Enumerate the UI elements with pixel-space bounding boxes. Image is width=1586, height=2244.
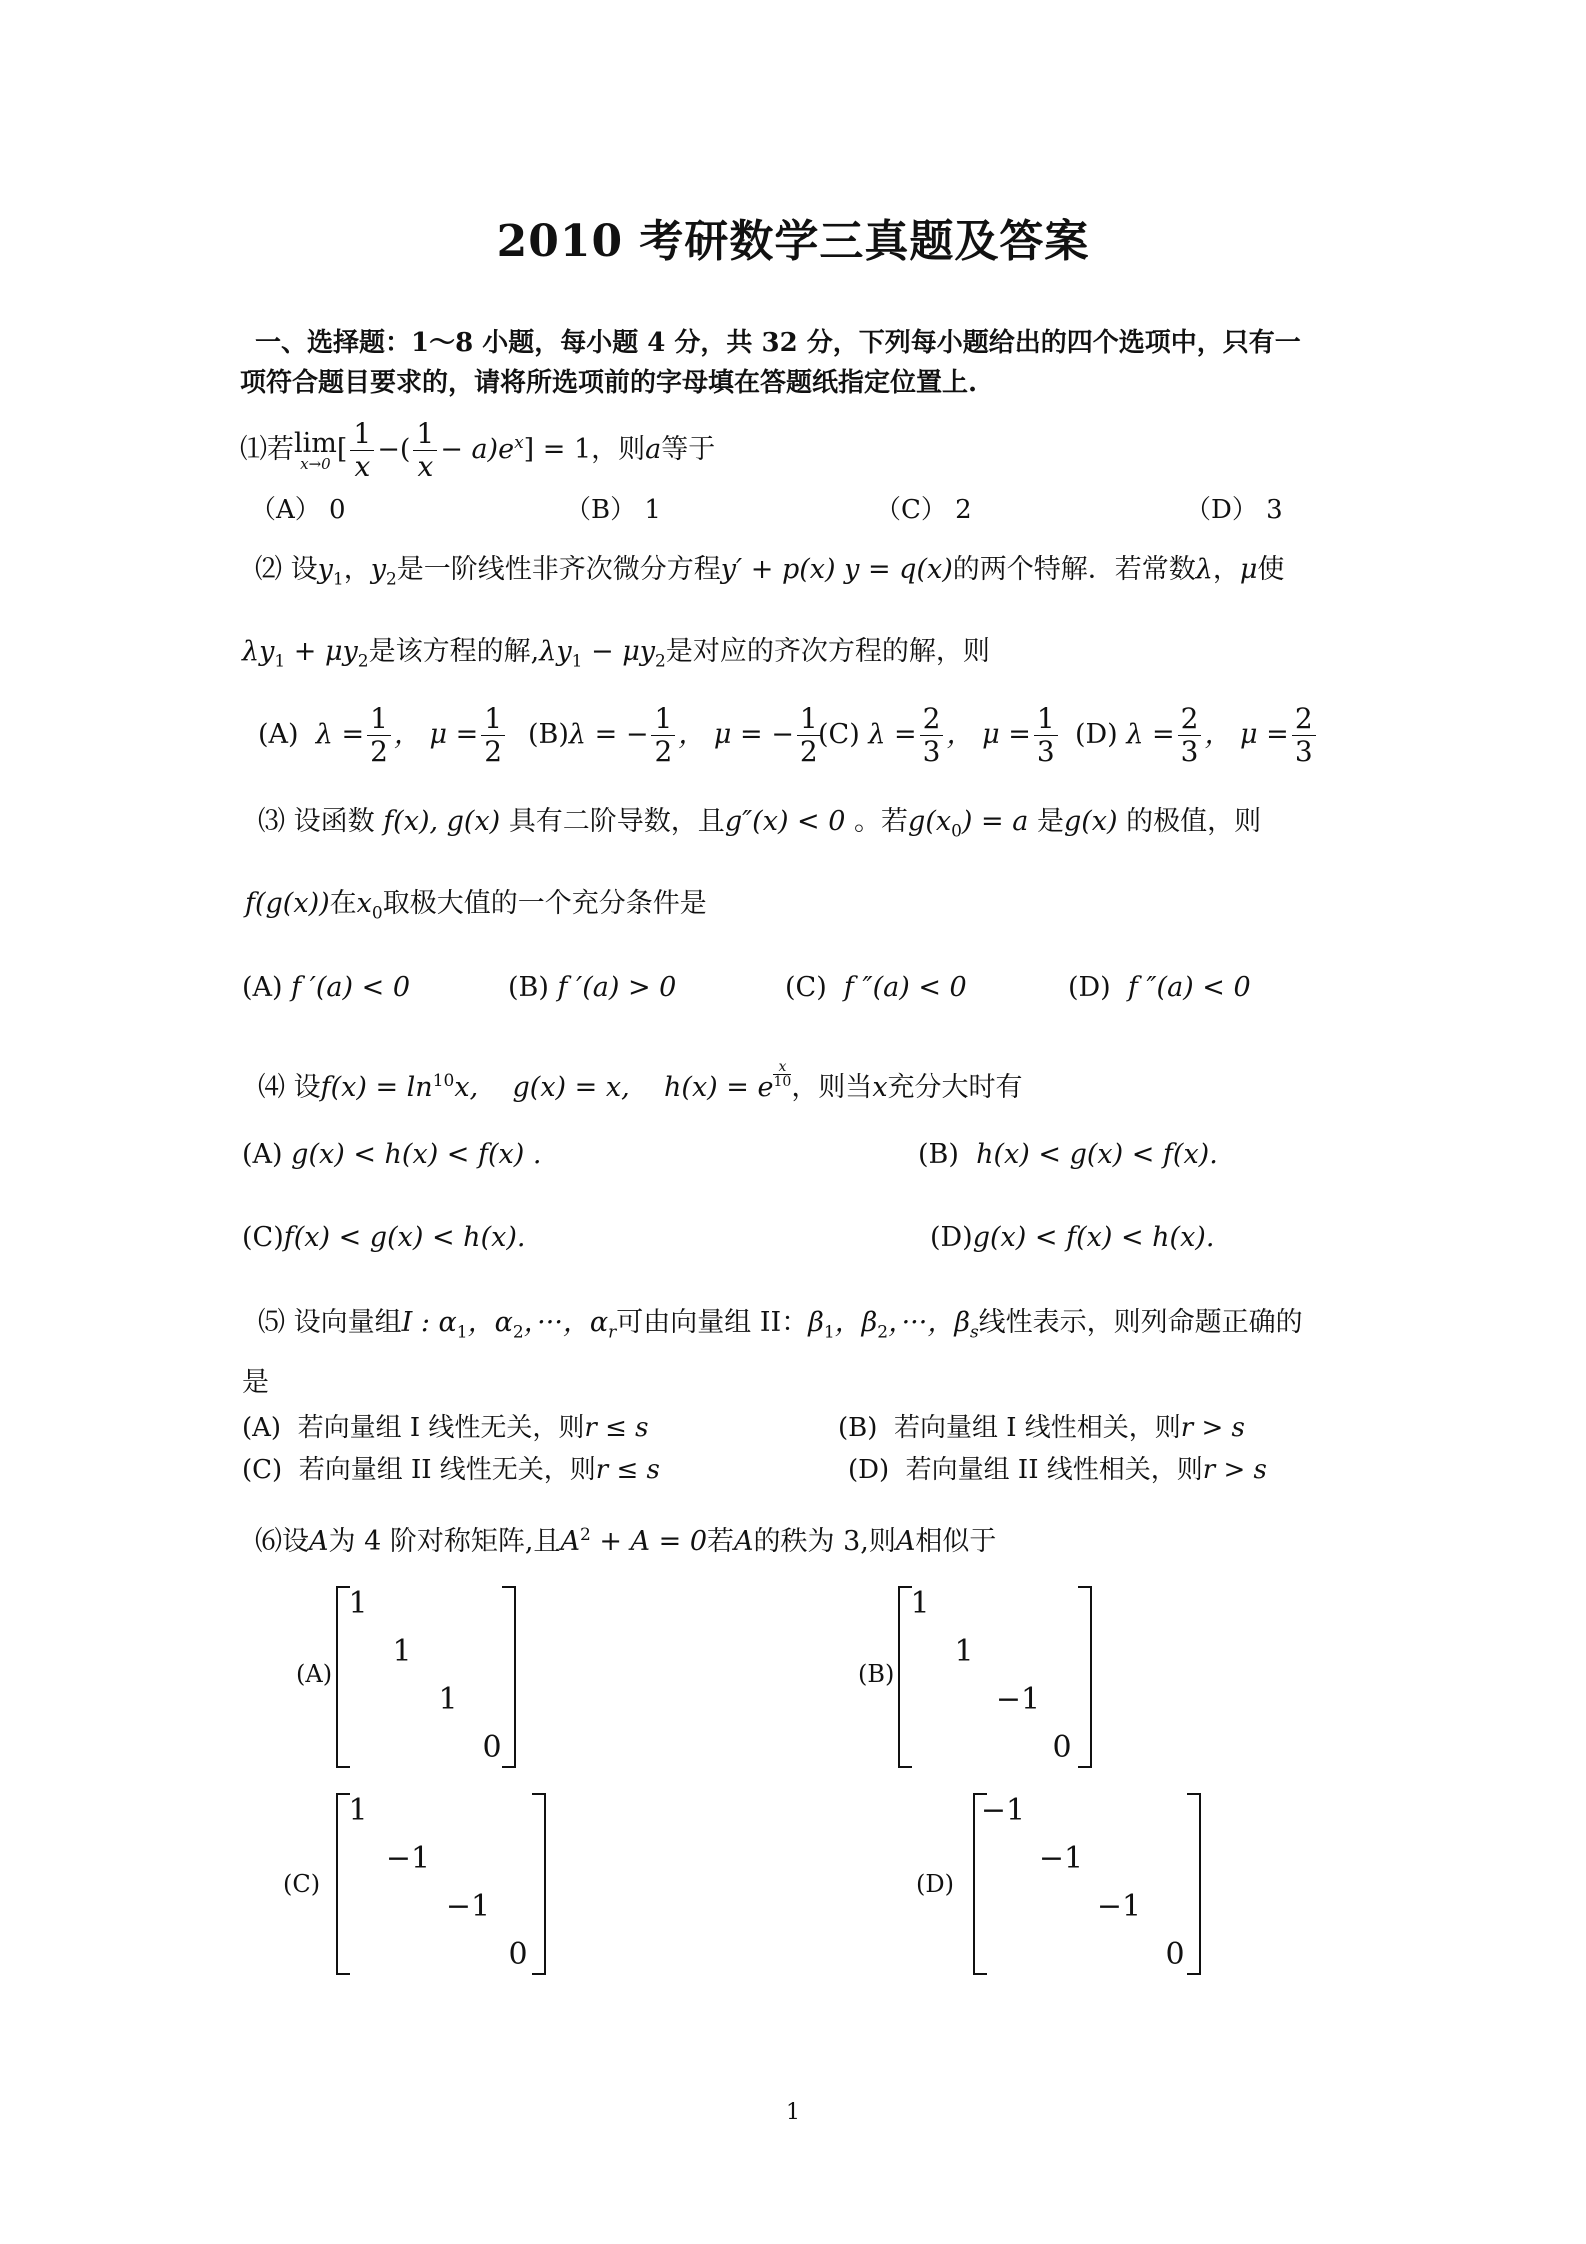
q5-opt-c-text: 若向量组 II 线性无关，则 [298,1455,596,1485]
q6-text-d: 的秩为 3,则 [753,1526,896,1557]
q6-matrix-a-cell-2: 1 [392,1634,412,1669]
q2-comma: ， [343,554,371,585]
q5-opt-a-label: (A) [242,1413,282,1443]
q6-matrix-a-cell-4: 0 [482,1730,502,1765]
q2-opt-c-mu: ， μ = [946,719,1031,750]
q2-opt-a-mu-den: 2 [484,735,503,768]
q1-option-d: （D） 3 [1185,495,1283,525]
q2-l2-s3: 1 [571,651,583,672]
q1-option-b: （B） 1 [565,495,661,525]
q4-f: f(x) = ln [320,1072,433,1103]
q4-suffix-a: ，则当 [791,1072,873,1103]
q6-matrix-a [336,1586,516,1768]
q3-text-d: 是 [1036,806,1064,837]
q3-prefix: ⑶ 设函数 [258,806,375,837]
q5-opt-d-cond: r > s [1202,1455,1267,1485]
q4-option-c [242,1218,525,1258]
q2-option-a [258,702,508,768]
q6-eq: A [560,1526,580,1557]
q6-matrix-c-cell-1: 1 [348,1793,368,1828]
q2-l2-c: 是该方程的解, [368,636,540,667]
q2-opt-d-lam: λ = [1126,719,1175,750]
q5-opt-a-text: 若向量组 I 线性无关，则 [297,1413,585,1443]
q6-eq-sup: 2 [579,1525,591,1545]
q6-matrix-c [336,1793,546,1975]
q2-opt-c-lam-den: 3 [922,735,941,768]
q3-opt-b-expr: f ′(a) > 0 [557,972,677,1003]
q5-option-c [242,1450,660,1490]
q5-group2: β [808,1307,824,1338]
q3-opt-b-label: (B) [508,972,549,1003]
q6-A1: A [309,1526,329,1557]
q5-opt-b-cond: r > s [1180,1413,1245,1443]
q1-bracket-open: [ [336,434,348,465]
q5-opt-b-label: (B) [838,1413,878,1443]
question-1-stem [240,417,716,483]
q6-matrix-b [898,1586,1092,1768]
q6-matrix-b-label: (B) [858,1660,895,1688]
q6-matrix-b-cell-2: 1 [954,1634,974,1669]
q4-opt-c-label: (C) [242,1222,284,1253]
q2-opt-a-mu: ， μ = [393,719,479,750]
q1-var: a [645,434,662,465]
q2-opt-c-mu-den: 3 [1036,735,1055,768]
q6-matrix-b-cell-4: 0 [1052,1730,1072,1765]
q6-matrix-d-cell-2: −1 [1038,1841,1084,1876]
q3-fg: f(x), g(x) [383,806,501,837]
q4-h-sup-num: x [773,1060,791,1075]
q4-opt-d-expr: g(x) < f(x) < h(x). [972,1222,1215,1253]
q2-opt-a-lam-den: 2 [370,735,388,768]
q2-y1-sub: 1 [332,569,344,590]
q6-matrix-c-cell-4: 0 [508,1937,528,1972]
q6-text-e: 相似于 [915,1526,997,1557]
q2-equation: y′ + p(x) y = q(x) [720,554,953,585]
question-5-stem-line-2: 是 [242,1367,269,1398]
question-4-stem [258,1060,1023,1108]
q5-g1-c: ，···，α [523,1307,609,1338]
q6-matrix-b-cell-3: −1 [995,1682,1041,1717]
q6-text-c: 若 [707,1526,735,1557]
q1-tail: − a)e [440,434,515,465]
q2-opt-c-lam-num: 2 [920,705,944,736]
q1-frac1-den: x [354,450,371,483]
q1-prefix: ⑴若 [240,434,294,465]
q6-A3: A [895,1526,916,1557]
q2-l2-e: − μy [582,636,656,667]
q3-opt-c-label: (C) [785,972,827,1003]
q2-opt-d-mu-num: 2 [1292,705,1316,736]
q3-text-b: 具有二阶导数，且 [508,806,725,837]
q3-fgx: f(g(x)) [245,888,330,919]
q3-opt-d-expr: f ″(a) < 0 [1127,972,1251,1003]
q2-y2: y [370,554,386,585]
q5-g1-s1: 1 [456,1322,468,1343]
q2-opt-b-mu-num: 1 [797,705,821,736]
q5-prefix: ⑸ 设向量组 [258,1307,402,1338]
q4-suffix-b: 充分大时有 [887,1072,1023,1103]
question-2-stem-line-2 [242,632,990,681]
q2-opt-d-lam-num: 2 [1178,705,1202,736]
q2-comma2: ， [1212,554,1240,585]
q2-opt-a-label: (A) [258,719,299,750]
q2-opt-d-mu: ， μ = [1204,719,1289,750]
q4-opt-a-label: (A) [242,1139,283,1170]
q1-minus-paren: −( [377,434,411,465]
q3-option-d [1068,968,1251,1008]
q3-l2-b: 在 [329,888,357,919]
q4-option-b [918,1135,1218,1175]
q1-lim: lim [294,427,337,459]
q3-option-a [242,968,410,1008]
q1-frac2-den: x [417,450,434,483]
q6-matrix-d-cell-1: −1 [980,1793,1026,1828]
q2-text-b: 是一阶线性非齐次微分方程 [396,554,721,585]
q4-f-sup: 10 [432,1071,455,1091]
q6-matrix-a-label: (A) [296,1660,333,1688]
q5-opt-d-text: 若向量组 II 线性相关，则 [905,1455,1203,1485]
q2-prefix: ⑵ 设 [255,554,318,585]
q2-y2-sub: 2 [385,569,397,590]
q2-opt-c-mu-num: 1 [1034,705,1058,736]
q1-frac2-num: 1 [413,420,437,451]
q2-l2-s4: 2 [655,651,666,672]
q6-prefix: ⑹设 [255,1526,309,1557]
q2-l2-s1: 1 [274,651,286,672]
q2-opt-b-lam-den: 2 [654,735,673,768]
q1-close: ] = 1，则 [523,434,646,465]
q5-option-d [848,1450,1267,1490]
page-number: 1 [786,2100,800,2125]
q5-g2-s3: s [969,1322,979,1343]
q4-f-tail: x, [454,1072,479,1103]
q3-x0: x [356,888,372,919]
q1-suffix: 等于 [661,434,716,465]
q5-opt-c-cond: r ≤ s [595,1455,660,1485]
q5-g2-b: ，β [834,1307,878,1338]
q3-cond: g″(x) < 0 [724,806,846,837]
q5-opt-d-label: (D) [848,1455,890,1485]
q5-opt-b-text: 若向量组 I 线性相关，则 [893,1413,1181,1443]
q1-lim-sub: x→0 [300,454,331,473]
q2-opt-d-mu-den: 3 [1294,735,1313,768]
q1-option-c: （C） 2 [875,495,972,525]
q1-frac1-num: 1 [350,420,374,451]
q4-h-sup-den: 10 [773,1074,792,1090]
question-5-stem-line-1 [258,1303,1303,1352]
q2-text-c: 的两个特解．若常数 [952,554,1196,585]
q3-cond2-b: ) = a [961,806,1029,837]
q2-opt-b-mu: ， μ = − [678,719,794,750]
q3-opt-a-label: (A) [242,972,283,1003]
q6-text-b: 为 4 阶对称矩阵,且 [328,1526,561,1557]
q6-A2: A [734,1526,754,1557]
q3-text-c: 。若 [854,806,909,837]
q4-prefix: ⑷ 设 [258,1072,321,1103]
q2-l2-s2: 2 [357,651,369,672]
q5-g2-s1: 1 [823,1322,835,1343]
question-6-stem [255,1515,996,1562]
q4-h: h(x) = e [664,1072,774,1103]
q2-opt-c-label: (C) [818,719,860,750]
q5-text-b: 可由向量组 II： [616,1307,809,1338]
q5-option-a [242,1408,649,1448]
q1-tail-sup: x [514,433,524,453]
q5-option-b [838,1408,1245,1448]
q2-lambda: λ [1195,554,1213,585]
q6-matrix-d-cell-4: 0 [1165,1937,1185,1972]
q5-g2-c: ，···，β [888,1307,970,1338]
q5-opt-a-cond: r ≤ s [584,1413,649,1443]
q6-matrix-c-cell-2: −1 [385,1841,431,1876]
q3-gx: g(x) [1063,806,1118,837]
q4-opt-d-label: (D) [930,1222,973,1253]
q5-g1-s2: 2 [512,1322,524,1343]
q2-l2-b: + μy [285,636,358,667]
q4-opt-c-expr: f(x) < g(x) < h(x). [283,1222,526,1253]
q3-cond2: g(x [908,806,952,837]
q2-option-c [818,702,1061,768]
q2-y1: y [317,554,333,585]
question-2-stem-line-1 [255,550,1284,599]
q3-l2-c: 取极大值的一个充分条件是 [382,888,707,919]
q6-matrix-c-cell-3: −1 [445,1889,491,1924]
q2-opt-a-lam: λ = [315,719,365,750]
q6-matrix-b-cell-1: 1 [910,1586,930,1621]
q2-mu: μ [1239,554,1258,585]
q6-matrix-a-cell-1: 1 [348,1586,368,1621]
q2-opt-c-lam: λ = [868,719,917,750]
q2-l2-d: λy [539,636,572,667]
q6-matrix-d-cell-3: −1 [1096,1889,1142,1924]
q3-opt-a-expr: f ′(a) < 0 [291,972,411,1003]
question-3-stem-line-2 [245,884,707,933]
q2-opt-b-lam: λ = − [568,719,649,750]
q4-option-a [242,1135,541,1175]
q2-option-b [528,702,824,768]
q4-opt-b-expr: h(x) < g(x) < f(x). [976,1139,1218,1170]
q5-group1: I : α [401,1307,457,1338]
section-header-line-2: 项符合题目要求的，请将所选项前的字母填在答题纸指定位置上. [240,368,978,398]
q3-opt-d-label: (D) [1068,972,1111,1003]
page-title: 2010 考研数学三真题及答案 [496,216,1090,267]
q2-opt-d-label: (D) [1075,719,1118,750]
q6-matrix-d-label: (D) [916,1870,954,1898]
q6-matrix-a-cell-3: 1 [438,1682,458,1717]
q2-opt-b-lam-num: 1 [651,705,675,736]
q2-l2-f: 是对应的齐次方程的解，则 [665,636,990,667]
q5-g1-b: ，α [467,1307,513,1338]
q1-option-a: （A） 0 [250,495,346,525]
q6-matrix-d [973,1793,1201,1975]
q4-option-d [930,1218,1214,1258]
q5-opt-c-label: (C) [242,1455,283,1485]
q2-opt-a-mu-num: 1 [481,705,505,736]
section-header-line-1: 一、选择题：1～8 小题，每小题 4 分，共 32 分，下列每小题给出的四个选项中，只有一 [255,328,1301,358]
q6-matrix-c-label: (C) [283,1870,321,1898]
q2-text-d: 使 [1257,554,1285,585]
q2-opt-b-mu-den: 2 [799,735,818,768]
q2-opt-b-label: (B) [528,719,569,750]
q4-opt-b-label: (B) [918,1139,959,1170]
q5-text-c: 线性表示，则列命题正确的 [978,1307,1303,1338]
q3-opt-c-expr: f ″(a) < 0 [843,972,967,1003]
q3-option-b [508,968,676,1008]
q5-g1-s3: r [608,1322,617,1343]
q2-opt-a-lam-num: 1 [367,705,391,736]
q4-xvar: x [872,1072,888,1103]
q3-x0-sub: 0 [371,903,383,924]
q3-text-e: 的极值，则 [1126,806,1262,837]
q2-opt-d-lam-den: 3 [1180,735,1199,768]
q6-eq-tail: + A = 0 [590,1526,708,1557]
question-3-stem-line-1 [258,802,1261,851]
q3-option-c [785,968,967,1008]
q5-g2-s2: 2 [877,1322,889,1343]
q2-l2-a: λy [242,636,275,667]
q3-cond2-sub: 0 [951,821,962,842]
q4-opt-a-expr: g(x) < h(x) < f(x) . [291,1139,542,1170]
q4-g: g(x) = x, [512,1072,630,1103]
q2-option-d [1075,702,1319,768]
